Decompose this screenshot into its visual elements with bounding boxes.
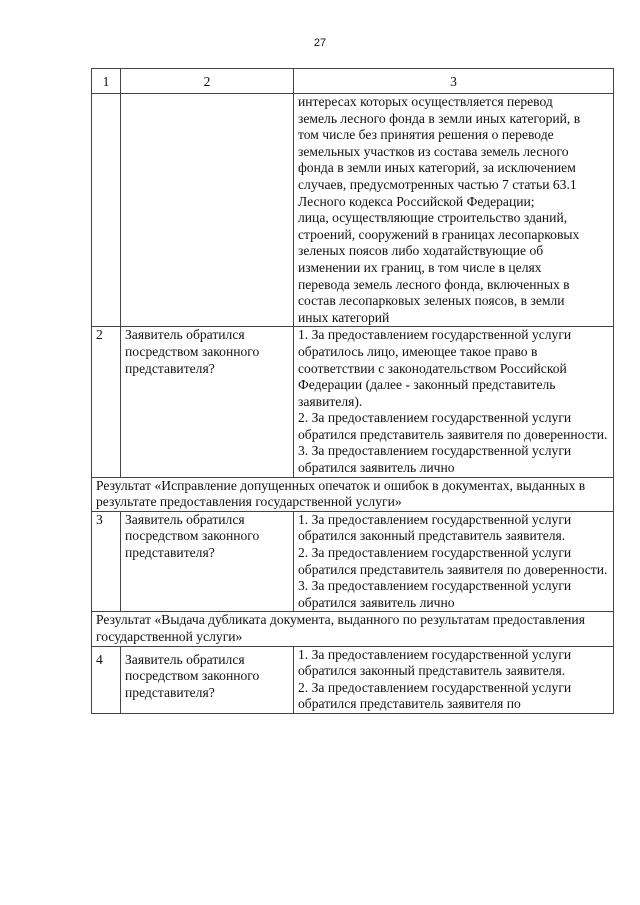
page-number: 27 [313, 37, 327, 49]
answers-cell [294, 327, 614, 477]
answers-cell [294, 511, 614, 612]
header-cell-3: 3 [294, 69, 614, 94]
text-line: иных категорий [298, 309, 390, 325]
answer-option: 3. За предоставлением государственной услуги обратился заявитель лично [298, 578, 572, 610]
row-number: 3 [92, 511, 121, 612]
table-row-2 [92, 327, 614, 477]
result-heading: Результат «Выдача дубликата документа, выданного по результатам предоставления государственной услуги» [92, 612, 614, 646]
question-cell: Заявитель обратился посредством законного представителя? [121, 511, 294, 612]
continuation-text [294, 94, 614, 327]
header-cell-1: 1 [92, 69, 121, 94]
table-row-4 [92, 646, 614, 713]
text-line: земель лесного фонда в земли иных категорий, в [298, 110, 581, 126]
question-cell: Заявитель обратился посредством законного представителя? [121, 646, 294, 713]
empty-cell [121, 94, 294, 327]
result-row-1 [92, 477, 614, 511]
answer-option: 3. За предоставлением государственной услуги обратился заявитель лично [298, 443, 572, 476]
text-line: земельных участков из состава земель лесного [298, 143, 569, 159]
answer-option: 1. За предоставлением государственной услуги обратилось лицо, имеющее такое право в соответствии с законодательством Российской Федерации (далее - законный представитель заявителя). [298, 327, 572, 409]
document-table [91, 68, 614, 714]
table-row-3 [92, 511, 614, 612]
answers-cell [294, 646, 614, 713]
table-header-row [92, 69, 614, 94]
result-heading: Результат «Исправление допущенных опечаток и ошибок в документах, выданных в результате предоставления государственной услуги» [92, 477, 614, 511]
text-line: зеленых поясов либо ходатайствующие об [298, 243, 544, 259]
question-cell: Заявитель обратился посредством законного представителя? [121, 327, 294, 477]
row-number: 4 [92, 646, 121, 713]
answer-option: 2. За предоставлением государственной услуги обратился представитель заявителя по [298, 679, 572, 712]
text-line: перевода земель лесного фонда, включенных в [298, 276, 570, 292]
text-line: состав лесопарковых зеленых поясов, в земли [298, 293, 565, 309]
text-line: Лесного кодекса Российской Федерации; [298, 193, 535, 209]
table-row-continuation [92, 94, 614, 327]
text-line: случаев, предусмотренных частью 7 статьи 63.1 [298, 176, 577, 192]
answer-option: 1. За предоставлением государственной услуги обратился законный представитель заявителя. [298, 511, 572, 544]
text-line: изменении их границ, в том числе в целях [298, 259, 542, 275]
result-row-2 [92, 612, 614, 646]
text-line: строений, сооружений в границах лесопарковых [298, 226, 580, 242]
text-line: том числе без принятия решения о переводе [298, 127, 554, 143]
answer-option: 2. За предоставлением государственной услуги обратился представитель заявителя по доверенности. [298, 545, 608, 577]
answer-option: 2. За предоставлением государственной услуги обратился представитель заявителя по доверенности. [298, 410, 608, 442]
row-number: 2 [92, 327, 121, 477]
header-cell-2: 2 [121, 69, 294, 94]
text-line: фонда в земли иных категорий, за исключением [298, 160, 576, 176]
empty-cell [92, 94, 121, 327]
text-line: лица, осуществляющие строительство зданий, [298, 210, 568, 226]
answer-option: 1. За предоставлением государственной услуги обратился законный представитель заявителя. [298, 646, 572, 679]
text-line: интересах которых осуществляется перевод [298, 94, 553, 109]
